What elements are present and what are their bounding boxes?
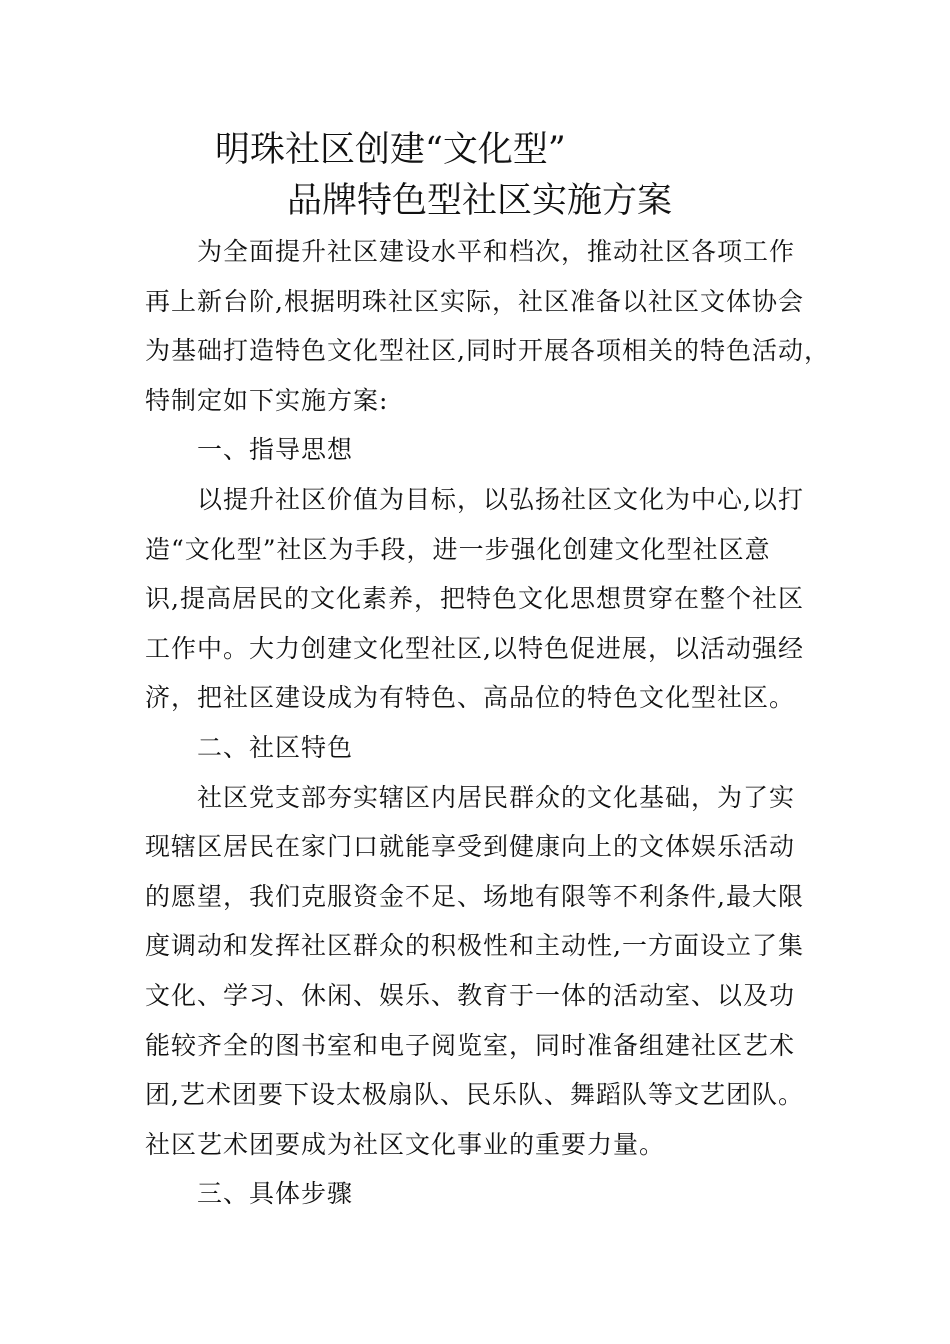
paragraph-line: 以提升社区价值为目标，以弘扬社区文化为中心,以打 bbox=[197, 484, 804, 514]
paragraph-line: 济，把社区建设成为有特色、高品位的特色文化型社区。 bbox=[145, 683, 796, 713]
paragraph-line: 团,艺术团要下设太极扇队、民乐队、舞蹈队等文艺团队。 bbox=[145, 1080, 804, 1110]
paragraph-line: 为基础打造特色文化型社区,同时开展各项相关的特色活动， bbox=[145, 336, 830, 366]
document-title-line-2: 品牌特色型社区实施方案 bbox=[287, 181, 673, 221]
paragraph-line: 度调动和发挥社区群众的积极性和主动性,一方面设立了集 bbox=[145, 931, 804, 961]
section-heading-specific-steps: 三、具体步骤 bbox=[197, 1179, 354, 1209]
document-title-line-1: 明珠社区创建“文化型” bbox=[215, 130, 566, 170]
paragraph-line: 造“文化型”社区为手段，进一步强化创建文化型社区意 bbox=[145, 534, 771, 564]
paragraph-line: 特制定如下实施方案: bbox=[145, 385, 389, 415]
paragraph-line: 的愿望，我们克服资金不足、场地有限等不利条件,最大限 bbox=[145, 881, 804, 911]
intro-paragraph bbox=[145, 227, 830, 425]
paragraph-line: 能较齐全的图书室和电子阅览室，同时准备组建社区艺术 bbox=[145, 1030, 796, 1060]
paragraph-line: 为全面提升社区建设水平和档次，推动社区各项工作 bbox=[197, 237, 796, 266]
paragraph-line: 文化、学习、休闲、娱乐、教育于一体的活动室、以及功 bbox=[145, 980, 796, 1010]
section-heading-guiding-ideology: 一、指导思想 bbox=[197, 435, 354, 465]
section2-paragraph bbox=[145, 773, 825, 1170]
paragraph-line: 现辖区居民在家门口就能享受到健康向上的文体娱乐活动 bbox=[145, 832, 796, 862]
section1-paragraph bbox=[145, 475, 825, 723]
paragraph-line: 社区党支部夯实辖区内居民群众的文化基础，为了实 bbox=[197, 782, 796, 812]
document-body bbox=[145, 227, 830, 1219]
paragraph-line: 再上新台阶,根据明珠社区实际，社区准备以社区文体协会 bbox=[145, 286, 804, 316]
section-heading-community-features: 二、社区特色 bbox=[197, 732, 354, 762]
paragraph-line: 识,提高居民的文化素养，把特色文化思想贯穿在整个社区 bbox=[145, 584, 804, 614]
paragraph-line: 社区艺术团要成为社区文化事业的重要力量。 bbox=[145, 1129, 666, 1159]
paragraph-line: 工作中。大力创建文化型社区,以特色促进展，以活动强经 bbox=[145, 633, 804, 663]
